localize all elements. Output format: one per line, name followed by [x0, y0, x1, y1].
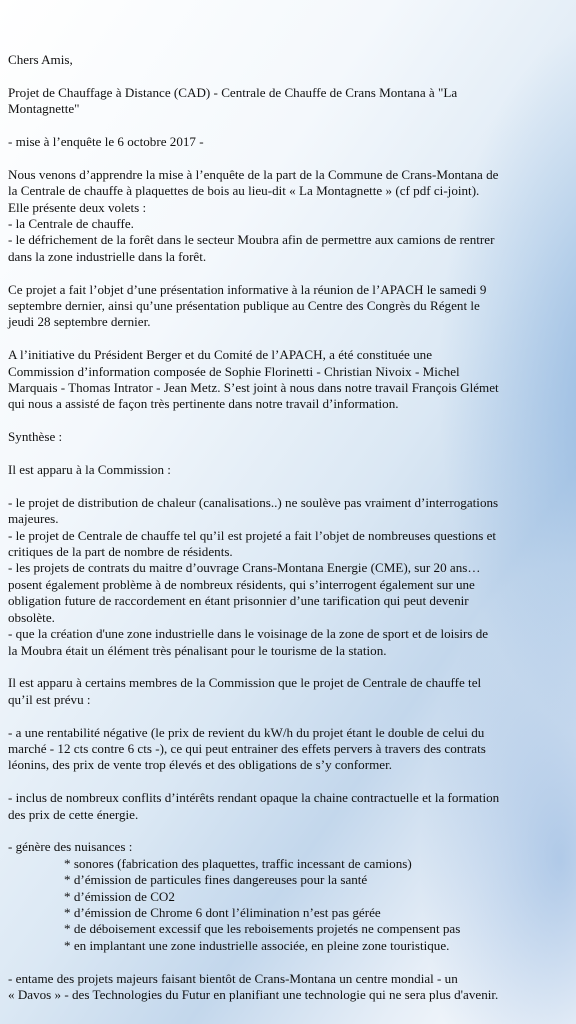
membres-line: qu’il est prévu : [8, 691, 91, 707]
nuisance-item: * en implantant une zone industrielle associée, en pleine zone touristique. [64, 937, 450, 953]
greeting: Chers Amis, [8, 52, 73, 67]
letter-body [8, 52, 568, 1003]
point-line: obsolète. [8, 609, 55, 625]
conflits-line: des prix de cette énergie. [8, 806, 139, 822]
point-line: obligation future de raccordement en étant prisonnier d’une tarification qui peut devenir [8, 593, 469, 609]
intro-line: Elle présente deux volets : [8, 199, 147, 215]
point-line: - les projets de contrats du maitre d’ouvrage Crans-Montana Energie (CME), sur 20 ans… [8, 560, 481, 576]
presentation-line: Ce projet a fait l’objet d’une présentation informative à la réunion de l’APACH le samedi 9 [8, 281, 487, 297]
rentabilite-line: léonins, des prix de vente trop élevés et des obligations de s’y conformer. [8, 757, 392, 773]
nuisances-heading: - génère des nuisances : [8, 839, 133, 855]
rentabilite-line: - a une rentabilité négative (le prix de revient du kW/h du projet étant le double de celui du [8, 724, 485, 740]
davos-line: - entame des projets majeurs faisant bientôt de Crans-Montana un centre mondial - un [8, 970, 458, 986]
commission-line: Marquais - Thomas Intrator - Jean Metz. S’est joint à nous dans notre travail François Glémet [8, 380, 499, 396]
point-line: - que la création d'une zone industrielle dans le voisinage de la zone de sport et de loisirs de [8, 626, 489, 642]
enquete-date: - mise à l’enquête le 6 octobre 2017 - [8, 134, 204, 149]
presentation-line: jeudi 28 septembre dernier. [8, 314, 151, 330]
nuisance-item: * de déboisement excessif que les reboisements projetés ne compensent pas [64, 921, 461, 937]
conflits-line: - inclus de nombreux conflits d’intérêts rendant opaque la chaine contractuelle et la formation [8, 790, 500, 806]
nuisance-item: * d’émission de particules fines dangereuses pour la santé [64, 872, 368, 888]
apparu-line: Il est apparu à la Commission : [8, 462, 171, 478]
volet-line: - la Centrale de chauffe. [8, 216, 134, 232]
point-line: posent également problème à de nombreux résidents, qui s’interrogent également sur une [8, 576, 475, 592]
intro-line: Nous venons d’apprendre la mise à l’enquête de la part de la Commune de Crans-Montana de [8, 166, 499, 182]
membres-line: Il est apparu à certains membres de la Commission que le projet de Centrale de chauffe tel [8, 675, 482, 691]
commission-line: Commission d’information composée de Sophie Florinetti - Christian Nivoix - Michel [8, 363, 460, 379]
presentation-line: septembre dernier, ainsi qu’une présentation publique au Centre des Congrès du Régent le [8, 298, 480, 314]
volet-line: - le défrichement de la forêt dans le secteur Moubra afin de permettre aux camions de rentrer [8, 232, 495, 248]
volet-line: dans la zone industrielle dans la forêt. [8, 248, 207, 264]
nuisance-item: * d’émission de Chrome 6 dont l’élimination n’est pas gérée [64, 904, 381, 920]
point-line: - le projet de distribution de chaleur (canalisations..) ne soulève pas vraiment d’interrogations [8, 494, 499, 510]
point-line: la Moubra était un élément très pénalisant pour le tourisme de la station. [8, 642, 387, 658]
intro-line: la Centrale de chauffe à plaquettes de bois au lieu-dit « La Montagnette » (cf pdf ci-joint). [8, 183, 480, 199]
point-line: critiques de la part de nombre de résidents. [8, 544, 233, 560]
point-line: majeures. [8, 511, 59, 527]
nuisance-item: * d’émission de CO2 [64, 888, 175, 904]
subject-line: Projet de Chauffage à Distance (CAD) - Centrale de Chauffe de Crans Montana à "La [8, 84, 458, 100]
rentabilite-line: marché - 12 cts contre 6 cts -), ce qui peut entrainer des effets pervers à travers des contrats [8, 740, 486, 756]
subject-line: Montagnette" [8, 101, 80, 117]
point-line: - le projet de Centrale de chauffe tel qu’il est projeté a fait l’objet de nombreuses questions et [8, 527, 497, 543]
commission-line: qui nous a assisté de façon très pertinente dans notre travail d’information. [8, 396, 399, 412]
commission-line: A l’initiative du Président Berger et du Comité de l’APACH, a été constituée une [8, 347, 433, 363]
synthese-heading: Synthèse : [8, 429, 63, 445]
nuisance-item: * sonores (fabrication des plaquettes, traffic incessant de camions) [64, 855, 412, 871]
davos-line: « Davos » - des Technologies du Futur en planifiant une technologie qui ne sera plus d'avenir. [8, 986, 499, 1002]
